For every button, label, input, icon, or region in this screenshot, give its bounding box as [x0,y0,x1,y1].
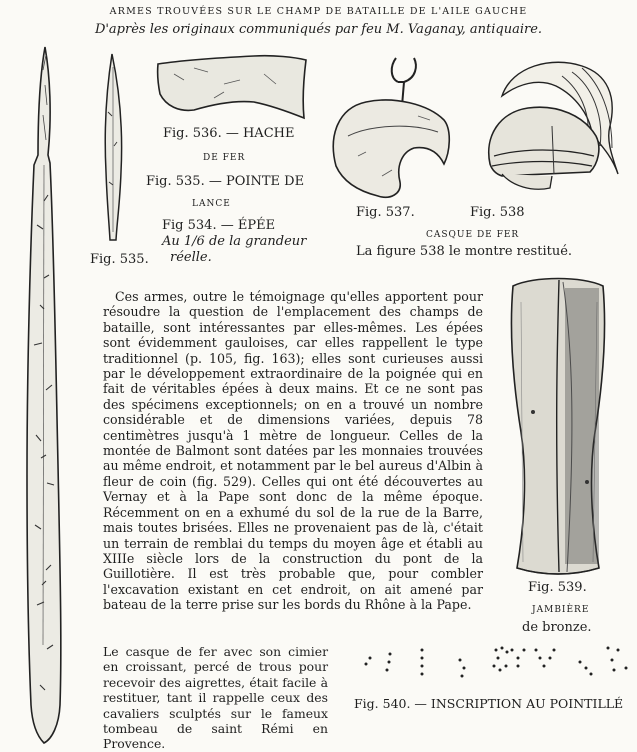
caption-jambiere: JAMBIÈRE [532,605,590,615]
caption-fig539: Fig. 539. [528,580,587,595]
caption-fig535-bottom: Fig. 535. [90,252,149,267]
body-text-casque [103,644,328,752]
greave-illustration [503,272,613,578]
body-text-main [103,289,483,613]
caption-fig540: Fig. 540. — INSCRIPTION AU POINTILLÉ [354,696,624,711]
helmet-restored-illustration [472,56,622,208]
caption-fig534-scale: Au 1/6 de la grandeur [162,234,307,249]
page-header-title: ARMES TROUVÉES SUR LE CHAMP DE BATAILLE DE L'AILE GAUCHE [109,6,528,17]
dotted-inscription-illustration [360,640,630,690]
caption-fig536-line2: DE FER [203,153,246,163]
caption-fig534-scale2: réelle. [170,250,212,265]
caption-fig536: Fig. 536. — HACHE [163,126,295,141]
caption-fig538: Fig. 538 [470,205,525,220]
caption-casque: CASQUE DE FER [426,230,520,240]
caption-fig534: Fig 534. — ÉPÉE [162,218,276,233]
paragraph-casque: Le casque de fer avec son cimier en croissant, percé de trous pour recevoir des aigrettes, était facile à restituer, tant il rappelle ceux des cavaliers sculptés sur le fameux tombeau de saint Rémi en Provence. [103,644,328,752]
axe-illustration [154,54,310,124]
page-header-subtitle: D'après les originaux communiqués par feu M. Vaganay, antiquaire. [94,22,543,37]
sword-illustration [10,45,70,745]
caption-bronze: de bronze. [522,620,592,635]
paragraph-armes: Ces armes, outre le témoignage qu'elles apportent pour résoudre la question de l'emplacement des champs de bataille, sont intéressantes par elles-mêmes. Les épées sont évidemment gauloises, car elles rappellent le type traditionnel (p. 105, fig. 163); elles sont curieuses aussi par le développement extraordinaire de la poignée qui en fait de véritables épées à deux mains. Et ce ne sont pas des spécimens exceptionnels; on en a trouvé un nombre considérable et de dimensions variées, depuis 78 centimètres jusqu'à 1 mètre de longueur. Celles de la montée de Balmont sont datées par les monnaies trouvées au même endroit, et notamment par le bel aureus d'Albin à fleur de coin (fig. 529). Celles qui ont été découvertes au Vernay et à la Pape sont donc de la même époque. Récemment on en a exhumé du sol de la rue de la Barre, mais toutes brisées. Elles ne provenaient pas de là, c'était un terrain de remblai du temps du moyen âge et établi au XIIIe siècle lors de la construction du pont de la Guillotière. Il est très probable que, pour combler l'excavation existant en cet endroit, on ait amené par bateau de la terre prise sur les bords du Rhône à la Pape. [103,289,483,613]
spear-point-illustration [98,52,128,244]
caption-fig537: Fig. 537. [356,205,415,220]
caption-restitue: La figure 538 le montre restitué. [356,244,573,259]
caption-fig535: Fig. 535. — POINTE DE [146,174,305,189]
helmet-fragment-illustration [318,56,458,204]
caption-fig535-line2: LANCE [192,199,231,209]
